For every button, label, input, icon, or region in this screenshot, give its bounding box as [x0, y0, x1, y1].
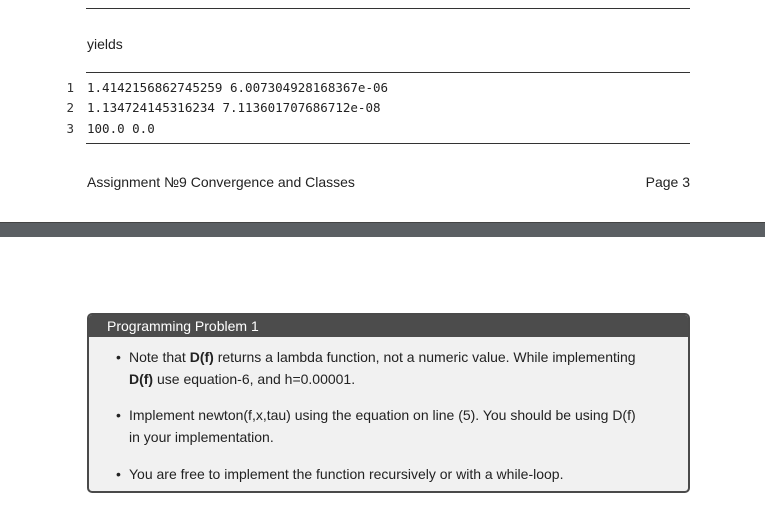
bullet-text: returns a lambda function, not a numeric value. While implementing — [213, 349, 636, 365]
bold-term: D(f) — [189, 349, 214, 365]
code-text: 1.4142156862745259 6.007304928168367e-06 — [87, 80, 389, 95]
bullet-text: in your implementation. — [129, 429, 274, 445]
problem-title: Programming Problem 1 — [89, 315, 688, 337]
bullet-dot: • — [116, 466, 121, 482]
page-number: Page 3 — [645, 174, 690, 190]
bullet-text: You are free to implement the function recursively or with a while-loop. — [129, 466, 564, 482]
programming-problem-box — [87, 313, 690, 493]
yields-text: yields — [87, 36, 123, 52]
bullet-text: Note that — [129, 349, 190, 365]
line-number: 3 — [66, 121, 74, 136]
line-number: 2 — [66, 100, 74, 115]
top-rule — [86, 8, 690, 9]
bullet-dot: • — [116, 349, 121, 365]
code-top-rule — [86, 72, 690, 73]
line-number: 1 — [66, 80, 74, 95]
bullet-item — [116, 463, 679, 485]
bullet-item — [116, 404, 679, 448]
bullet-item — [116, 346, 679, 390]
page-3-bottom — [0, 0, 765, 222]
code-bottom-rule — [86, 143, 690, 144]
code-text: 100.0 0.0 — [87, 121, 155, 136]
page-separator — [0, 222, 765, 237]
bold-term: D(f) — [129, 371, 154, 387]
bullet-text: Implement newton(f,x,tau) using the equation on line (5). You should be using D(f) — [129, 407, 636, 423]
bullet-text: use equation-6, and h=0.00001. — [153, 371, 356, 387]
footer-title: Assignment №9 Convergence and Classes — [87, 174, 355, 190]
bullet-dot: • — [116, 407, 121, 423]
code-text: 1.134724145316234 7.113601707686712e-08 — [87, 100, 381, 115]
